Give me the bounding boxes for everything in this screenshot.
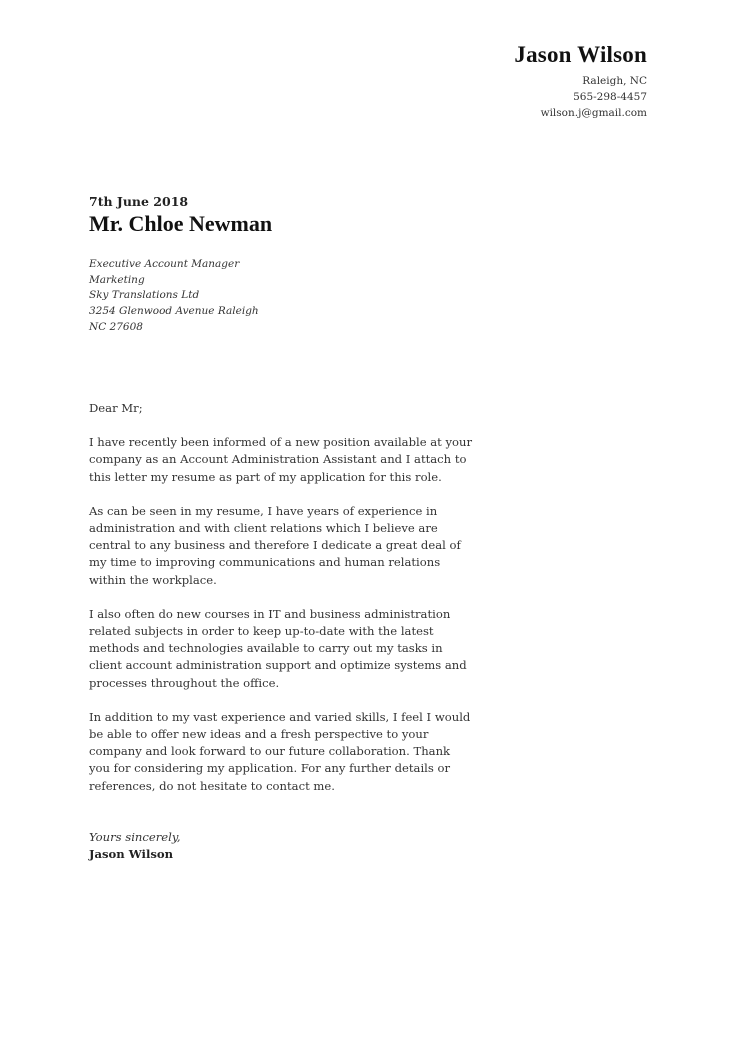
sender-name: Jason Wilson [514,42,647,67]
address-line-company: Sky Translations Ltd [89,289,200,302]
salutation: Dear Mr; [89,401,143,415]
sender-email: wilson.j@gmail.com [540,107,647,119]
sender-block [514,40,647,121]
sender-phone: 565-298-4457 [573,91,647,103]
recipient-header [89,193,272,238]
closing-phrase: Yours sincerely, [89,830,181,844]
body-paragraph: In addition to my vast experience and varied skills, I feel I would be able to offer new ideas and a fresh perspective to your company and look forward to our future collaboration. Thank you for considering my application. For any further details or references, do not hesitate to contact me. [89,709,471,793]
body-paragraph: I also often do new courses in IT and business administration related subjects in order to keep up-to-date with the latest methods and technologies available to carry out my tasks in client account administration support and optimize systems and processes throughout the office. [89,606,467,690]
body-paragraph: I have recently been informed of a new position available at your company as an Account Administration Assistant and I attach to this letter my resume as part of my application for this role. [89,435,473,484]
address-line-street: 3254 Glenwood Avenue Raleigh [89,305,259,318]
letter-date: 7th June 2018 [89,194,189,209]
sender-location: Raleigh, NC [582,75,647,87]
recipient-name: Mr. Chloe Newman [89,211,273,236]
signature-name: Jason Wilson [89,847,174,862]
address-line-department: Marketing [89,273,145,286]
closing-block [89,829,181,863]
address-line-title: Executive Account Manager [89,258,240,270]
address-line-zip: NC 27608 [89,320,143,333]
recipient-address [89,257,259,336]
body-paragraph: As can be seen in my resume, I have years of experience in administration and with client relations which I believe are central to any business and therefore I dedicate a great deal of my time to improving communications and human relations within the workplace. [89,503,461,587]
letter-body [89,400,474,812]
